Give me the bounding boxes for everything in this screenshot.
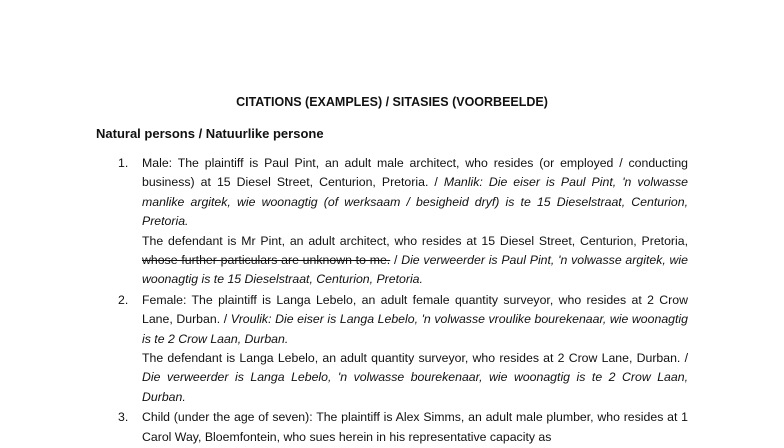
paragraph bbox=[142, 291, 688, 349]
afrikaans-text: Die verweerder is Paul Pint, 'n volwasse argitek, wie woonagtig is te 15 Dieselstraat, Centurion, Pretoria. bbox=[142, 253, 688, 287]
afrikaans-text: Manlik: Die eiser is Paul Pint, 'n volwasse manlike argitek, wie woonagtig (of werksaam / besigheid dryf) is te 15 Dieselstraat, Centurion, Pretoria. bbox=[142, 175, 688, 229]
english-text: The defendant is Langa Lebelo, an adult quantity surveyor, who resides at 2 Crow Lane, Durban. / bbox=[142, 351, 688, 366]
paragraph bbox=[142, 232, 688, 290]
english-text: Male: The plaintiff is Paul Pint, an adult male architect, who resides (or employed / conducting business) at 15 Diesel Street, Centurion, Pretoria. / bbox=[142, 156, 688, 190]
item-number: 1. bbox=[118, 156, 129, 170]
list-item bbox=[118, 408, 688, 447]
paragraph bbox=[142, 408, 688, 447]
paragraph bbox=[142, 154, 688, 232]
afrikaans-text: Vroulik: Die eiser is Langa Lebelo, 'n volwasse vroulike bourekenaar, wie woonagtig is te 2 Crow Laan, Durban. bbox=[142, 312, 688, 346]
list-item bbox=[118, 154, 688, 290]
list-item bbox=[118, 291, 688, 407]
document-title: CITATIONS (EXAMPLES) / SITASIES (VOORBEELDE) bbox=[236, 95, 548, 109]
section-heading: Natural persons / Natuurlike persone bbox=[96, 126, 324, 141]
english-text: The defendant is Mr Pint, an adult architect, who resides at 15 Diesel Street, Centurion, Pretoria, bbox=[142, 233, 688, 248]
english-text: Female: The plaintiff is Langa Lebelo, an adult female quantity surveyor, who resides at 2 Crow Lane, Durban. / bbox=[142, 292, 688, 327]
separator-text: / bbox=[390, 253, 402, 268]
afrikaans-text: Die verweerder is Langa Lebelo, 'n volwasse bourekenaar, wie woonagtig is te 2 Crow Laan, Durban. bbox=[142, 370, 688, 404]
paragraph bbox=[142, 349, 688, 407]
item-number: 3. bbox=[118, 410, 129, 425]
item-number: 2. bbox=[118, 292, 129, 307]
struck-text: whose further particulars are unknown to me. bbox=[142, 253, 391, 268]
citation-list bbox=[118, 154, 688, 448]
english-text: Child (under the age of seven): The plaintiff is Alex Simms, an adult male plumber, who resides at 1 Carol Way, Bloemfontein, who sues herein in his representative capacity as bbox=[142, 410, 688, 444]
